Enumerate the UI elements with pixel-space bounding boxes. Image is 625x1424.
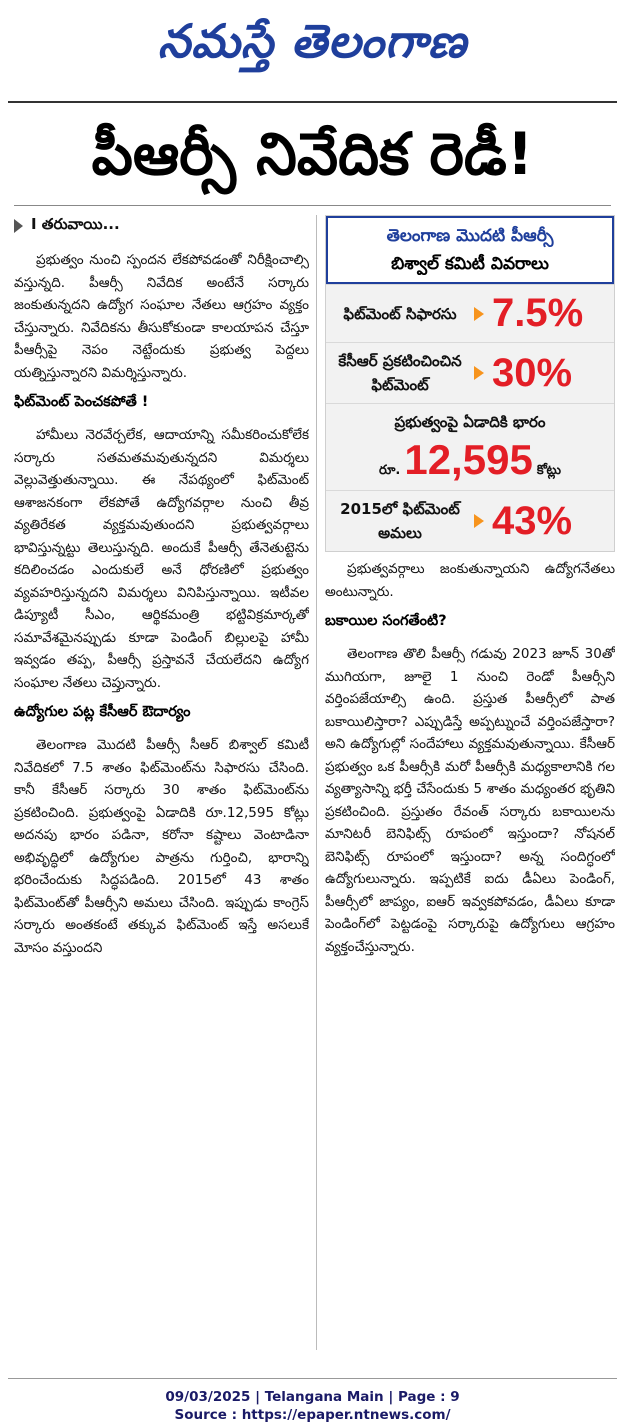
paragraph: హామీలు నెరవేర్చలేక, ఆదాయాన్ని సమీకరించుకోలేక సర్కారు సతమతమవుతున్నదని విమర్శలు వెల్లువెత్తుతున్నాయి. ఈ నేపథ్యంలో ఫిట్‌మెంట్ ఆశాజనకంగా లేకపోతే ఉద్యోగవర్గాల నుంచి తీవ్ర వ్యతిరేకత వ్యక్తమవుతుందని ప్రభుత్వవర్గాలు భావిస్తున్నట్టు తెలుస్తున్నది. అందుకే పీఆర్సీ తేనెతుట్టెను కదిలించడం ఎందుకులే అనే ధోరణిలో ప్రభుత్వం వ్యవహరిస్తున్నదని విమర్శలు వినిపిస్తున్నాయి. ఇటీవల డిప్యూటీ సీఎం, ఆర్థికమంత్రి భట్టివిక్రమార్కతో సమావేశమైనప్పుడు కూడా పెండింగ్ బిల్లులపై హామీ ఇవ్వడం తప్ప, పీఆర్సీ ప్రస్తావనే చేయలేదని ఉద్యోగ సంఘాల నేతలు చెప్తున్నారు. [14,427,309,691]
subheading: ఫిట్‌మెంట్ పెంచకపోతే ! [14,394,149,410]
headline: పీఆర్సీ నివేదిక రెడీ! [91,120,534,188]
subheading: ఉద్యోగుల పట్ల కేసీఆర్ ఔదార్యం [14,704,191,720]
paragraph: తెలంగాణ మొదటి పీఆర్సీ సీఆర్ బిశ్వాల్ కమిటీ నివేదికలో 7.5 శాతం ఫిట్‌మెంట్‌ను సిఫారసు చేసింది. కానీ కేసీఆర్ సర్కారు 30 శాతం ఫిట్‌మెంట్‌ను ప్రకటించింది. ప్రభుత్వంపై ఏడాదికి రూ.12,595 కోట్లు అదనపు భారం పడినా, కరోనా కష్టాలు వెంటాడినా అభివృద్ధిలో ఉద్యోగుల పాత్రను గుర్తించి, భారాన్ని భరించేందుకు సిద్ధపడింది. 2015లో 43 శాతం ఫిట్‌మెంట్‌తో పీఆర్సీని అమలు చేసింది. ఇప్పుడు కాంగ్రెస్ సర్కారు అంతకంటే తక్కువ ఫిట్‌మెంట్ ఇస్తే అసలుకే మోసం వస్తుందని [14,737,309,956]
subheading: బకాయిల సంగతేంటి? [325,613,447,629]
continuation-text: I తరువాయి... [31,215,120,233]
unit-suffix: కోట్లు [536,463,561,478]
stat-row-recommendation [326,284,614,342]
footer-date-edition: 09/03/2025 | Telangana Main | Page : 9 [165,1389,460,1405]
newspaper-logo-title: నమస్తే తెలంగాణ [157,14,468,68]
headline-rule [14,205,611,206]
continuation-marker [14,215,309,237]
chevron-right-icon [14,219,23,233]
stat-value: 7.5% [492,291,584,335]
stat-row-2015 [326,490,614,551]
stat-label: ప్రభుత్వంపై ఏడాదికి భారం [394,413,546,431]
stat-row-announced [326,342,614,403]
stat-value: 12,595 [404,436,533,483]
arrow-right-icon [474,366,484,380]
fact-box-title-line2: బిశ్వాల్ కమిటీ వివరాలు [391,254,549,274]
currency-prefix: రూ. [379,463,401,478]
stat-label: కేసీఆర్ ప్రకటించించిన ఫిట్‌మెంట్ [338,352,462,394]
fact-box [325,215,615,552]
paragraph: ప్రభుత్వవర్గాలు జంకుతున్నాయని ఉద్యోగనేతలు అంటున్నారు. [325,561,615,600]
burden-amount [334,436,606,484]
stat-value: 43% [492,498,573,543]
masthead-rule [8,101,617,103]
stat-value: 30% [492,350,573,395]
left-column [14,215,309,1365]
footer [0,1388,625,1424]
stat-row-burden [326,403,614,490]
right-column [325,215,615,1365]
arrow-right-icon [474,514,484,528]
stat-label: ఫిట్‌మెంట్ సిఫారసు [343,304,457,323]
fact-box-title [326,216,614,284]
paragraph: ప్రభుత్వం నుంచి స్పందన లేకపోవడంతో నిరీక్షించాల్సి వస్తున్నది. పీఆర్సీ నివేదిక అంటేనే సర్కారు జంకుతున్నదని ఉద్యోగ సంఘాల నేతలు ఆగ్రహం వ్యక్తం చేస్తున్నారు. నివేదికను తీసుకోకుండా కాలయాపన చేస్తూ పీఆర్సీపై నెపం నెట్టేందుకు ప్రభుత్వ పెద్దలు యత్నిస్తున్నారని విమర్శిస్తున్నారు. [14,252,309,381]
column-divider [316,215,317,1350]
arrow-right-icon [474,307,484,321]
footer-rule [8,1378,617,1379]
paragraph: తెలంగాణ తొలి పీఆర్సీ గడువు 2023 జూన్ 30తో ముగియగా, జూలై 1 నుంచి రెండో పీఆర్సీని వర్తింపజేయాల్సి ఉంది. ప్రస్తుత పీఆర్సీలో పాత బకాయిలిస్తారా? ఎప్పుడిస్తే అప్పట్నుంచే వర్తింపజేస్తారా? అని ఉద్యోగుల్లో సందేహాలు వ్యక్తమవుతున్నాయి. కేసీఆర్ ప్రభుత్వం ఒక పీఆర్సీకి మరో పీఆర్సీకి మధ్యకాలానికి గల వ్యత్యాసాన్ని భర్తీ చేసేందుకు 5 శాతం మధ్యంతర భృతిని ప్రకటించింది. ప్రస్తుతం రేవంత్ సర్కారు బకాయిలను మానిటరీ బెనిఫిట్స్ రూపంలో ఇస్తుందా? నోషనల్ బెనిఫిట్స్ రూపంలో ఇస్తుందా? అన్న సందిగ్ధంలో ఉద్యోగులున్నారు. ఇప్పటికే ఐదు డీఏలు పెండింగ్, పీఆర్సీలో జాప్యం, ఐఆర్ ఇవ్వకపోవడం, డీఏలు కూడా పెండింగ్‌లో పెట్టడంపై సర్కారుపై ఉద్యోగులు ఆగ్రహం వ్యక్తంచేస్తున్నారు. [325,646,615,955]
fact-box-title-line1: తెలంగాణ మొదటి పీఆర్సీ [386,226,554,246]
stat-label: 2015లో ఫిట్‌మెంట్ అమలు [340,500,460,542]
footer-source: Source : https://epaper.ntnews.com/ [174,1407,451,1423]
masthead [0,0,625,100]
